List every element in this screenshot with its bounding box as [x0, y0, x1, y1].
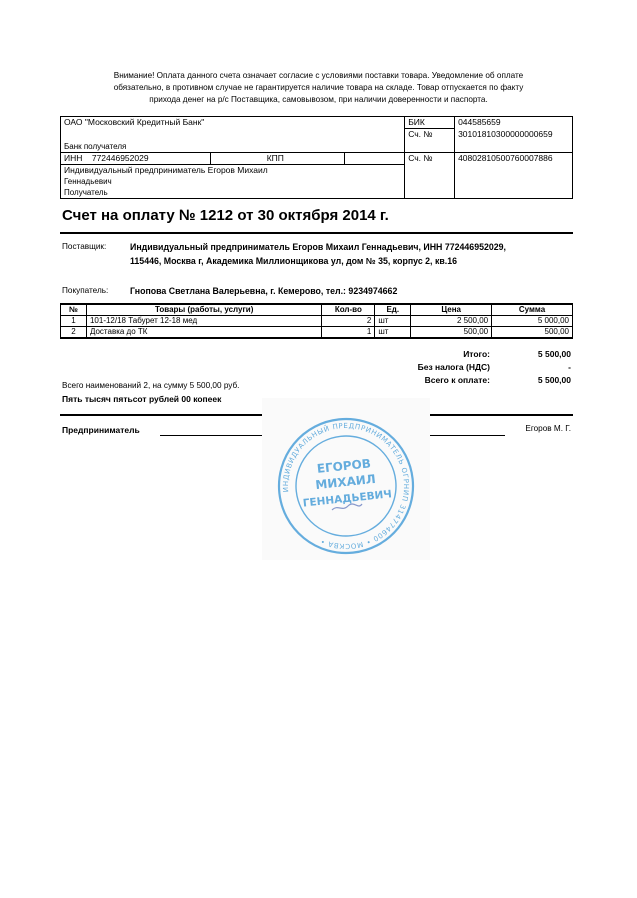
vat-value: - [568, 362, 571, 372]
col-header: Цена [411, 304, 492, 316]
bank-details-table [60, 116, 573, 199]
row-qty: 1 [322, 327, 375, 339]
svg-text:ЕГОРОВ: ЕГОРОВ [316, 456, 372, 476]
row-number: 1 [61, 316, 87, 327]
col-header: Ед. [375, 304, 411, 316]
inn-cell: ИНН 772446952029 [61, 153, 211, 165]
bik-value: 044585659 [455, 117, 573, 129]
kpp-cell: КПП [210, 153, 345, 165]
corr-acc-label: Сч. № [405, 129, 455, 153]
svg-text:ГЕННАДЬЕВИЧ: ГЕННАДЬЕВИЧ [302, 488, 393, 510]
buyer-label: Покупатель: [62, 286, 109, 295]
recipient-name-2: Геннадьевич [64, 177, 112, 186]
row-price: 500,00 [411, 327, 492, 339]
signature-label: Предприниматель [62, 425, 140, 435]
signature-name: Егоров М. Г. [525, 424, 571, 433]
supplier-label: Поставщик: [62, 242, 107, 251]
col-header: Сумма [492, 304, 573, 316]
corr-account-value: 30101810300000000659 [455, 129, 573, 153]
items-header-row [61, 304, 573, 316]
notice-line: Внимание! Оплата данного счета означает согласие с условиями поставки товара. Уведомление об оплате [113, 71, 524, 80]
buyer-value: Гнопова Светлана Валерьевна, г. Кемерово, тел.: 9234974662 [130, 286, 398, 296]
supplier-line1: Индивидуальный предприниматель Егоров Михаил Геннадьевич, ИНН 772446952029, [130, 242, 507, 252]
row-sum: 5 000,00 [492, 316, 573, 327]
row-unit: шт [375, 316, 411, 327]
svg-text:МИХАИЛ: МИХАИЛ [314, 471, 377, 493]
row-sum: 500,00 [492, 327, 573, 339]
vat-label: Без налога (НДС) [417, 362, 490, 372]
col-header: Кол-во [322, 304, 375, 316]
recipient-label: Получатель [64, 188, 108, 197]
stamp-area [262, 398, 430, 560]
table-row [61, 327, 573, 339]
payment-notice [60, 70, 577, 106]
total-value: 5 500,00 [537, 349, 571, 359]
account-label: Сч. № [405, 153, 455, 199]
recipient-name-1: Индивидуальный предприниматель Егоров Михаил [64, 165, 268, 175]
stamp-seal-icon [262, 398, 430, 560]
items-table [60, 303, 573, 339]
recipient-cell [61, 165, 405, 199]
svg-text:ИНДИВИДУАЛЬНЫЙ ПРЕДПРИНИМАТЕЛЬ: ИНДИВИДУАЛЬНЫЙ ПРЕДПРИНИМАТЕЛЬ ОГРНИП 314774600 • МОСКВА • [281, 421, 411, 551]
notice-line: прихода денег на р/с Поставщика, самовывозом, при наличии доверенности и паспорта. [149, 95, 488, 104]
row-item: Доставка до ТК [86, 327, 321, 339]
inn-value: 772446952029 [91, 153, 149, 163]
invoice-title: Счет на оплату № 1212 от 30 октября 2014 г. [62, 207, 389, 224]
table-row [61, 316, 573, 327]
amount-in-words: Пять тысяч пятьсот рублей 00 копеек [62, 394, 222, 404]
supplier-line2: 115446, Москва г, Академика Миллионщикова ул, дом № 35, корпус 2, кв.16 [130, 256, 457, 266]
total-label: Итого: [463, 349, 490, 359]
col-header: Товары (работы, услуги) [86, 304, 321, 316]
row-item: 101-12/18 Табурет 12-18 мед [86, 316, 321, 327]
bank-name: ОАО "Московский Кредитный Банк" [61, 117, 405, 129]
topay-value: 5 500,00 [537, 375, 571, 385]
col-header: № [61, 304, 87, 316]
notice-line: обязательно, в противном случае не гарантируется наличие товара на складе. Товар отпускается по факту [113, 83, 524, 92]
items-summary: Всего наименований 2, на сумму 5 500,00 руб. [62, 381, 240, 390]
recipient-bank-label: Банк получателя [61, 129, 405, 153]
account-value: 40802810500760007886 [455, 153, 573, 199]
row-qty: 2 [322, 316, 375, 327]
row-number: 2 [61, 327, 87, 339]
topay-label: Всего к оплате: [424, 375, 490, 385]
row-price: 2 500,00 [411, 316, 492, 327]
bik-label: БИК [405, 117, 455, 129]
row-unit: шт [375, 327, 411, 339]
title-divider [60, 232, 573, 234]
